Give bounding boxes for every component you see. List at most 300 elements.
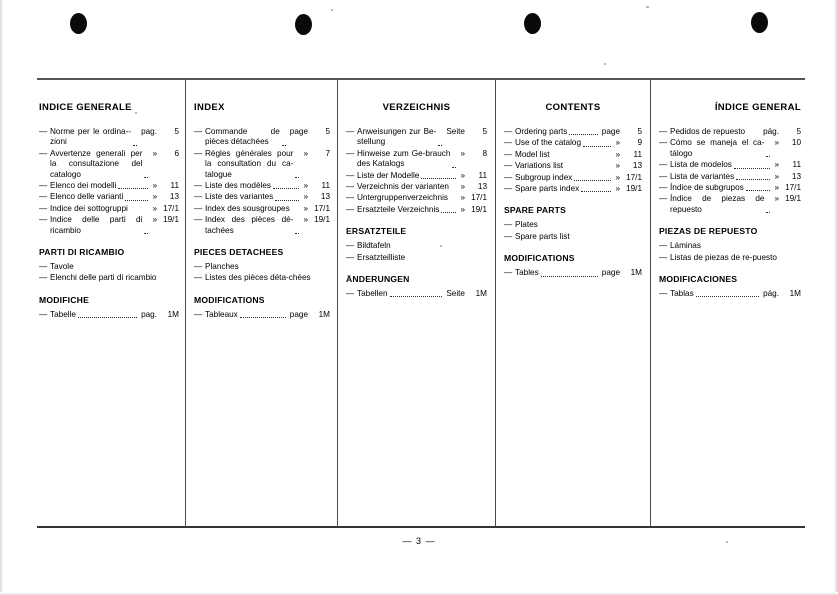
entry-dash-icon: —	[659, 138, 668, 148]
dot-leader	[734, 167, 771, 169]
dot-leader	[275, 199, 299, 201]
entry-label: Spare parts index	[515, 184, 580, 194]
dot-leader	[125, 199, 148, 201]
entry-page-number: 19/1	[163, 215, 179, 225]
entry-label: Índice de subgrupos	[670, 183, 744, 193]
entry-page-unit: Seite	[446, 289, 465, 299]
entry-body	[205, 149, 330, 180]
entry-label: Indice dei sottogruppi	[50, 203, 128, 213]
entry-dash-icon: —	[504, 127, 513, 136]
entry-label: Index des pièces dé-tachées	[205, 215, 294, 235]
entry-line	[50, 204, 179, 214]
entry-page-number: 11	[321, 181, 330, 191]
index-entry	[659, 138, 801, 159]
entry-dash-icon: —	[39, 215, 48, 225]
index-entry	[194, 192, 330, 202]
entry-dash-icon: —	[504, 268, 513, 278]
entry-page-unit: »	[615, 138, 620, 148]
entry-page-number: 11	[633, 149, 642, 159]
entry-line	[515, 268, 642, 278]
entry-line	[205, 192, 330, 202]
entry-line	[50, 127, 179, 148]
entry-body	[357, 127, 487, 148]
entry-label: Liste der Modelle	[357, 170, 420, 180]
entry-dash-icon: —	[659, 183, 668, 193]
entry-page-unit: »	[615, 149, 620, 159]
punch-hole	[295, 14, 312, 35]
entry-label: Ersatzteilliste	[357, 252, 406, 262]
entry-body	[670, 160, 801, 170]
entry-body	[357, 205, 487, 215]
entry-label: Avvertenze generali per la consultazione del catalogo	[50, 148, 143, 179]
dot-leader	[746, 189, 771, 191]
section-heading: PARTI DI RICAMBIO	[39, 247, 125, 258]
entry-page-unit: »	[615, 172, 620, 182]
entry-dash-icon: —	[504, 161, 513, 171]
index-entry	[346, 193, 487, 203]
leader-gap	[139, 211, 148, 212]
entry-line	[50, 310, 179, 320]
entry-line	[205, 204, 330, 214]
entry-body	[205, 181, 330, 191]
index-entry	[346, 253, 487, 263]
entry-page-unit: »	[152, 203, 157, 213]
entry-dash-icon: —	[504, 138, 513, 148]
index-entry	[659, 172, 801, 182]
entry-body	[205, 204, 330, 214]
entry-page-unit: »	[774, 194, 779, 204]
entry-dash-icon: —	[659, 289, 668, 299]
index-entry	[39, 310, 179, 320]
entry-label: Anweisungen zur Be-stellung	[357, 127, 437, 147]
entry-body	[670, 253, 801, 263]
entry-body	[670, 241, 801, 251]
entry-line	[515, 220, 642, 230]
entry-body	[50, 149, 179, 180]
dot-leader	[118, 187, 148, 189]
entry-label: Plates	[515, 220, 538, 230]
index-entry	[504, 161, 642, 171]
dot-leader	[452, 166, 456, 168]
entry-line	[205, 262, 330, 272]
entry-label: Index des sousgroupes	[205, 203, 290, 213]
entry-line	[670, 160, 801, 170]
entry-line	[515, 184, 642, 194]
entry-label: Lista de modelos	[670, 160, 732, 170]
punch-hole	[751, 12, 768, 33]
entry-line	[50, 215, 179, 236]
entry-page-unit: »	[774, 183, 779, 193]
entry-page-number: 11	[478, 170, 487, 180]
index-entry	[346, 241, 487, 251]
entry-page-unit: page	[289, 127, 308, 136]
section-heading: ÄNDERUNGEN	[346, 274, 410, 285]
entry-label: Spare parts list	[515, 231, 570, 241]
entry-page-number: 5	[637, 127, 642, 136]
entry-line	[670, 172, 801, 182]
entry-page-number: 17/1	[626, 172, 642, 182]
entry-label: Liste des variantes	[205, 192, 274, 202]
index-entry	[194, 215, 330, 236]
entry-dash-icon: —	[39, 262, 48, 272]
index-entry	[504, 150, 642, 160]
entry-label: Elenchi delle parti di ricambio	[50, 273, 157, 283]
entry-body	[515, 268, 642, 278]
section-heading: PIECES DETACHEES	[194, 247, 284, 258]
column-title-italian: INDICE GENERALE	[39, 102, 132, 113]
entry-line	[670, 289, 801, 299]
entry-body	[357, 149, 487, 170]
entry-body	[515, 173, 642, 183]
entry-line	[357, 205, 487, 215]
index-entry	[504, 173, 642, 183]
scan-speck	[604, 63, 606, 65]
entry-dash-icon: —	[504, 220, 513, 230]
column-title-spanish: ÍNDICE GENERAL	[714, 102, 801, 113]
dot-leader	[133, 144, 137, 146]
entry-page-unit: »	[460, 148, 465, 158]
entry-body	[515, 138, 642, 148]
index-entry	[504, 127, 642, 137]
language-column-italian	[37, 80, 185, 526]
entry-body	[515, 127, 642, 137]
scan-speck	[646, 6, 649, 8]
column-title-german: VERZEICHNIS	[382, 102, 451, 113]
entry-dash-icon: —	[194, 127, 203, 136]
entry-page-number: 5	[796, 127, 802, 136]
entry-body	[357, 241, 487, 251]
index-entry	[39, 273, 179, 283]
index-entry	[659, 160, 801, 170]
entry-label: Planches	[205, 262, 239, 272]
entry-label: Liste des modèles	[205, 181, 271, 191]
entry-dash-icon: —	[346, 170, 355, 180]
entry-line	[205, 149, 330, 180]
entry-line	[515, 138, 642, 148]
entry-label: Ersatzteile Verzeichnis	[357, 204, 440, 214]
entry-body	[515, 150, 642, 160]
dot-leader	[696, 295, 759, 297]
entry-label: Tableaux	[205, 309, 238, 319]
entry-page-number: 5	[174, 127, 179, 136]
entry-page-unit: »	[303, 148, 308, 158]
entry-body	[670, 138, 801, 159]
entry-label: Tabelle	[50, 309, 76, 319]
entry-page-number: 13	[169, 192, 179, 202]
dot-leader	[144, 232, 148, 234]
entry-line	[205, 273, 330, 283]
index-entry	[346, 171, 487, 181]
index-entry	[39, 262, 179, 272]
entry-page-unit: »	[615, 161, 620, 171]
index-entry	[39, 215, 179, 236]
entry-label: Verzeichnis der varianten	[357, 182, 449, 192]
leader-gap	[292, 211, 300, 212]
entry-dash-icon: —	[194, 203, 203, 213]
entry-body	[205, 215, 330, 236]
entry-line	[205, 127, 330, 148]
entry-line	[670, 253, 801, 263]
index-table	[37, 78, 805, 528]
dot-leader	[766, 211, 770, 213]
entry-dash-icon: —	[346, 289, 355, 299]
scan-edge-left	[0, 0, 3, 595]
index-entry	[659, 194, 801, 215]
entry-body	[50, 310, 179, 320]
entry-page-number: 13	[477, 182, 487, 192]
entry-line	[670, 138, 801, 159]
entry-dash-icon: —	[39, 273, 48, 283]
index-entry	[194, 310, 330, 320]
entry-line	[357, 253, 487, 263]
entry-line	[515, 161, 642, 171]
entry-page-number: 1M	[167, 309, 179, 319]
index-entry	[194, 262, 330, 272]
entry-body	[670, 172, 801, 182]
entry-page-unit: »	[774, 160, 779, 170]
entry-label: Commande de pièces détachées	[205, 127, 280, 147]
entry-dash-icon: —	[194, 181, 203, 191]
index-entry	[194, 181, 330, 191]
dot-leader	[574, 179, 611, 181]
entry-dash-icon: —	[194, 215, 203, 225]
entry-page-unit: »	[774, 171, 779, 181]
index-entry	[504, 184, 642, 194]
language-column-english	[496, 80, 650, 526]
entry-page-unit: page	[289, 309, 308, 319]
entry-dash-icon: —	[346, 127, 355, 136]
entry-page-unit: »	[303, 192, 308, 202]
index-entry	[659, 127, 801, 137]
entry-line	[357, 182, 487, 192]
dot-leader	[569, 133, 597, 135]
entry-line	[357, 193, 487, 203]
entry-page-number: 6	[174, 148, 179, 158]
index-entry	[659, 289, 801, 299]
entry-dash-icon: —	[659, 127, 668, 136]
entry-page-unit: pag.	[141, 309, 157, 319]
entry-label: Indice delle parti di ricambio	[50, 215, 143, 235]
leader-gap	[753, 134, 759, 135]
entry-label: Lista de variantes	[670, 171, 735, 181]
entry-body	[670, 289, 801, 299]
entry-label: Pedidos de repuesto	[670, 127, 746, 136]
entry-body	[205, 127, 330, 148]
dot-leader	[144, 176, 148, 178]
language-column-german	[338, 80, 495, 526]
entry-dash-icon: —	[504, 231, 513, 241]
entry-label: Elenco delle varianti	[50, 192, 124, 202]
index-entry	[504, 268, 642, 278]
index-entry	[39, 149, 179, 180]
dot-leader	[541, 275, 598, 277]
entry-dash-icon: —	[194, 192, 203, 202]
entry-page-number: 5	[482, 127, 487, 136]
table-bottom-rule	[37, 526, 805, 528]
index-entry	[346, 149, 487, 170]
index-entry	[39, 204, 179, 214]
dot-leader	[583, 145, 611, 147]
dot-leader	[240, 316, 286, 318]
entry-line	[515, 173, 642, 183]
entry-dash-icon: —	[194, 273, 203, 283]
entry-body	[515, 184, 642, 194]
entry-page-number: 11	[792, 160, 801, 170]
entry-dash-icon: —	[659, 194, 668, 204]
entry-page-unit: »	[460, 204, 465, 214]
entry-page-number: 17/1	[163, 203, 179, 213]
entry-body	[50, 215, 179, 236]
entry-page-number: 7	[325, 148, 330, 158]
entry-page-number: 1M	[475, 289, 487, 299]
entry-page-unit: »	[152, 192, 157, 202]
page-number-footer: — 3 —	[402, 536, 436, 546]
index-entry	[659, 241, 801, 251]
index-entry	[346, 182, 487, 192]
entry-page-number: 8	[482, 148, 487, 158]
dot-leader	[282, 144, 286, 146]
entry-label: Ordering parts	[515, 127, 568, 136]
entry-line	[357, 241, 487, 251]
entry-label: Subgroup index	[515, 172, 573, 182]
dot-leader	[390, 295, 443, 297]
entry-body	[205, 262, 330, 272]
entry-page-number: 13	[320, 192, 330, 202]
section-heading: SPARE PARTS	[504, 205, 567, 216]
entry-body	[50, 181, 179, 191]
section-heading: ERSATZTEILE	[346, 226, 407, 237]
entry-label: Listas de piezas de re-puesto	[670, 252, 777, 262]
entry-page-unit: »	[615, 184, 620, 194]
entry-dash-icon: —	[39, 203, 48, 213]
entry-label: Elenco dei modelli	[50, 181, 117, 191]
section-heading: MODIFICATIONS	[504, 253, 575, 264]
entry-line	[357, 127, 487, 148]
entry-label: Láminas	[670, 241, 701, 251]
entry-page-number: 17/1	[314, 203, 330, 213]
dot-leader	[441, 211, 456, 213]
entry-dash-icon: —	[659, 241, 668, 251]
entry-label: Tables	[515, 268, 539, 278]
entry-dash-icon: —	[659, 160, 668, 170]
section-heading: MODIFICHE	[39, 294, 90, 305]
column-title-english: CONTENTS	[545, 102, 601, 113]
entry-body	[670, 194, 801, 215]
entry-page-unit: »	[460, 182, 465, 192]
entry-body	[205, 192, 330, 202]
entry-line	[357, 289, 487, 299]
entry-page-unit: pág.	[763, 289, 779, 299]
entry-page-unit: Seite	[446, 127, 465, 136]
entry-label: Tablas	[670, 289, 694, 299]
entry-line	[357, 149, 487, 170]
scan-speck	[331, 9, 333, 11]
entry-dash-icon: —	[659, 171, 668, 181]
entry-body	[515, 220, 642, 230]
index-entry	[346, 205, 487, 215]
entry-label: Untergruppenverzeichnis	[357, 193, 449, 203]
entry-page-number: 10	[791, 138, 801, 148]
index-entry	[659, 253, 801, 263]
entry-page-unit: »	[152, 215, 157, 225]
entry-body	[205, 273, 330, 283]
entry-line	[205, 215, 330, 236]
entry-page-unit: »	[152, 181, 157, 191]
entry-line	[670, 127, 801, 137]
entry-dash-icon: —	[39, 309, 48, 319]
section-heading: MODIFICATIONS	[194, 294, 265, 305]
punch-hole	[70, 13, 87, 34]
section-heading: PIEZAS DE REPUESTO	[659, 226, 758, 237]
leader-gap	[565, 169, 611, 170]
entry-dash-icon: —	[346, 148, 355, 158]
entry-dash-icon: —	[346, 204, 355, 214]
entry-line	[515, 150, 642, 160]
dot-leader	[766, 155, 770, 157]
entry-page-number: 1M	[630, 268, 642, 278]
entry-page-unit: pag.	[141, 127, 157, 136]
section-heading: MODIFICACIONES	[659, 274, 738, 285]
entry-line	[50, 181, 179, 191]
entry-label: Règles générales pour la consultation du ca-talogue	[205, 148, 294, 179]
entry-page-number: 11	[170, 181, 179, 191]
entry-body	[357, 193, 487, 203]
index-entry	[504, 138, 642, 148]
entry-page-number: 19/1	[626, 184, 642, 194]
entry-page-number: 17/1	[785, 183, 801, 193]
entry-label: Norme per le ordina-zioni	[50, 127, 132, 147]
entry-line	[670, 194, 801, 215]
entry-body	[357, 253, 487, 263]
entry-body	[357, 182, 487, 192]
language-column-french	[186, 80, 337, 526]
entry-label: Bildtafeln	[357, 241, 391, 251]
index-entry	[194, 149, 330, 180]
entry-page-unit: »	[152, 148, 157, 158]
dot-leader	[78, 316, 137, 318]
entry-body	[50, 262, 179, 272]
entry-dash-icon: —	[659, 252, 668, 262]
dot-leader	[438, 144, 442, 146]
entry-dash-icon: —	[346, 241, 355, 251]
entry-page-number: 19/1	[785, 194, 801, 204]
index-entry	[504, 232, 642, 242]
entry-label: Tavole	[50, 262, 74, 272]
entry-label: Listes des pièces déta-chées	[205, 273, 311, 283]
dot-leader	[736, 178, 770, 180]
entry-page-unit: pág.	[763, 127, 780, 136]
index-entry	[194, 273, 330, 283]
entry-label: Model list	[515, 149, 550, 159]
entry-body	[515, 161, 642, 171]
entry-body	[357, 171, 487, 181]
entry-page-unit: page	[601, 268, 620, 278]
entry-label: Variations list	[515, 161, 564, 171]
dot-leader	[581, 190, 611, 192]
entry-dash-icon: —	[39, 192, 48, 202]
entry-page-unit: »	[303, 203, 308, 213]
entry-page-unit: »	[303, 215, 308, 225]
entry-dash-icon: —	[39, 148, 48, 158]
entry-page-unit: page	[601, 127, 620, 136]
entry-line	[50, 149, 179, 180]
entry-page-number: 13	[632, 161, 642, 171]
entry-line	[515, 232, 642, 242]
index-entry	[659, 183, 801, 193]
entry-dash-icon: —	[194, 309, 203, 319]
scan-edge-right	[834, 0, 838, 595]
entry-dash-icon: —	[504, 149, 513, 159]
